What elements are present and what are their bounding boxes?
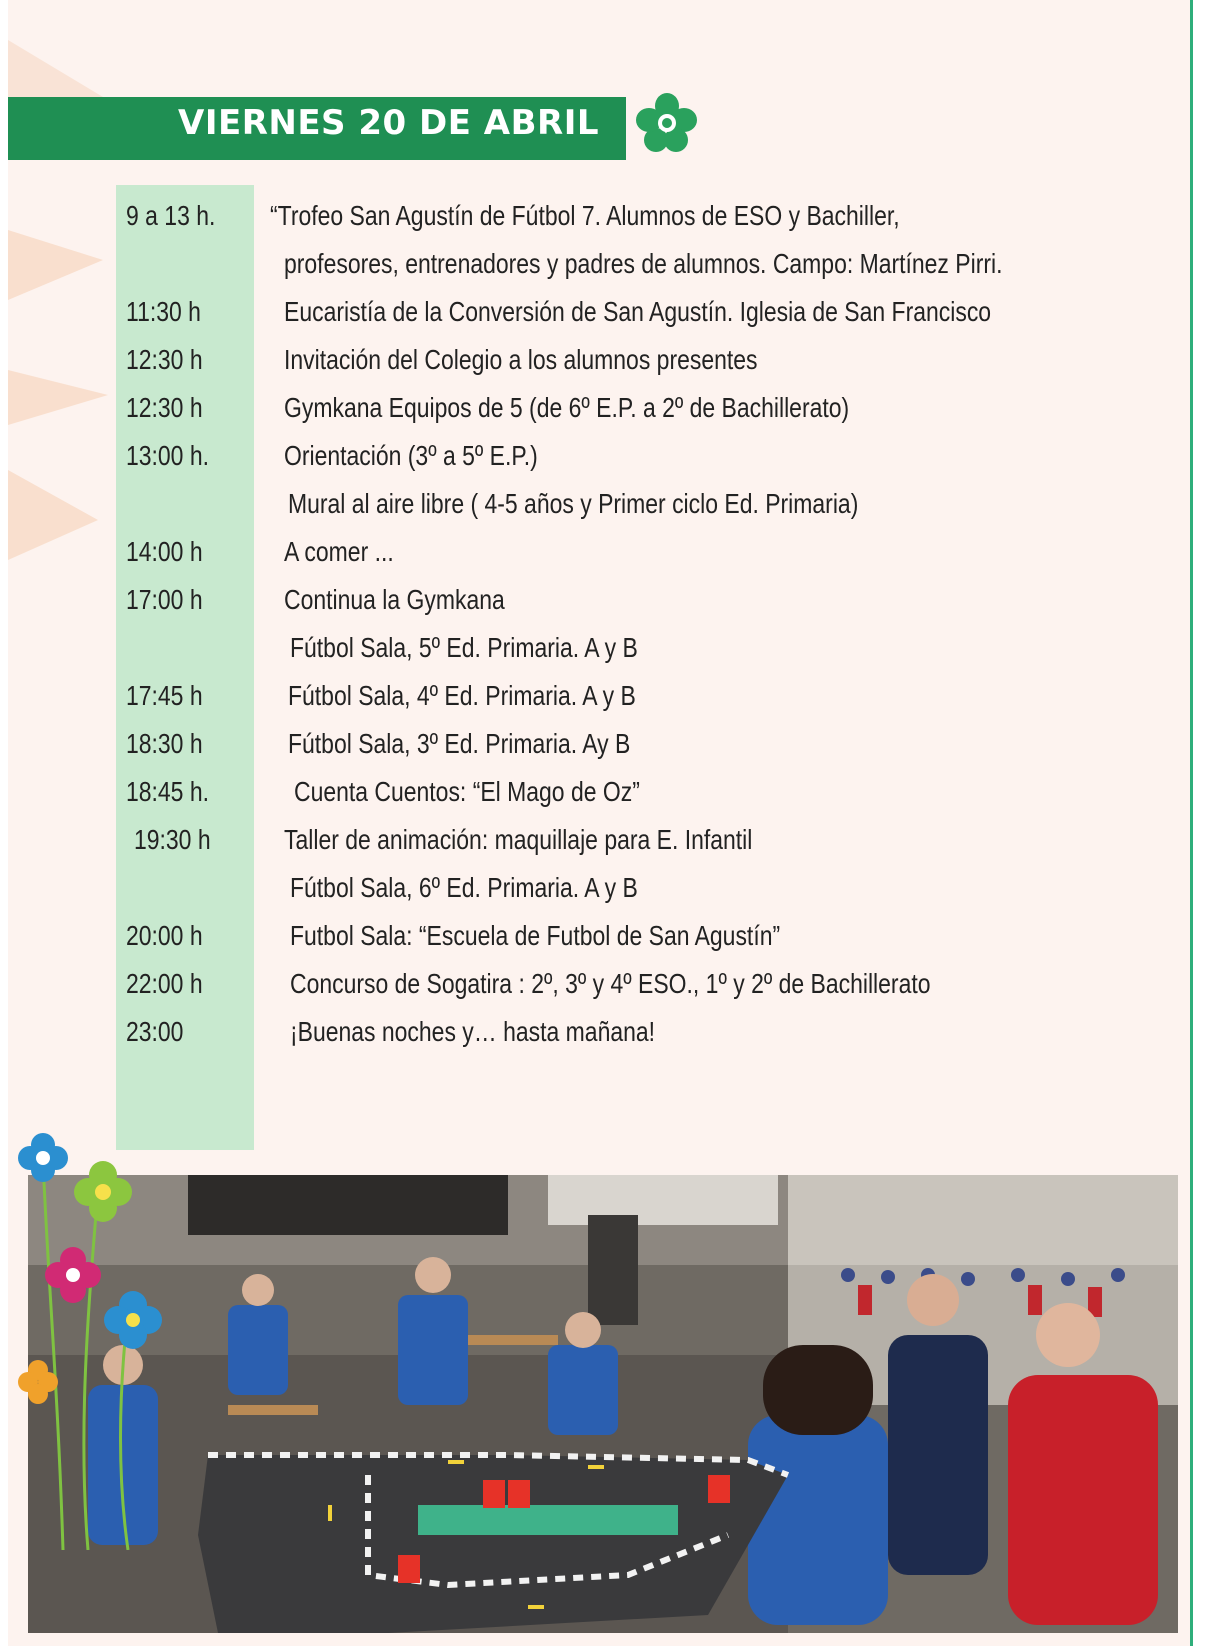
schedule-event: Continua la Gymkana <box>284 584 505 615</box>
schedule-event: A comer ... <box>284 536 394 567</box>
schedule-time: 12:30 h <box>126 392 203 423</box>
schedule-list <box>8 0 1193 1170</box>
schedule-row <box>8 632 1193 680</box>
schedule-event: profesores, entrenadores y padres de alumnos. Campo: Martínez Pirri. <box>284 248 1003 279</box>
schedule-row <box>8 536 1193 584</box>
schedule-row <box>8 968 1193 1016</box>
schedule-row <box>8 680 1193 728</box>
schedule-event: “Trofeo San Agustín de Fútbol 7. Alumnos de ESO y Bachiller, <box>270 200 900 231</box>
schedule-row <box>8 296 1193 344</box>
schedule-row <box>8 584 1193 632</box>
schedule-row <box>8 776 1193 824</box>
schedule-event: Futbol Sala: “Escuela de Futbol de San Agustín” <box>290 920 781 951</box>
schedule-time: 20:00 h <box>126 920 203 951</box>
schedule-event: Fútbol Sala, 5º Ed. Primaria. A y B <box>290 632 638 663</box>
schedule-time: 17:00 h <box>126 584 203 615</box>
photo-illustration <box>28 1175 1178 1633</box>
schedule-time: 22:00 h <box>126 968 203 999</box>
schedule-time: 11:30 h <box>126 296 201 327</box>
schedule-time: 17:45 h <box>126 680 203 711</box>
schedule-time: 12:30 h <box>126 344 203 375</box>
schedule-row <box>8 872 1193 920</box>
page-edge-stripe <box>1190 0 1193 1646</box>
schedule-time: 19:30 h <box>134 824 211 855</box>
schedule-time: 23:00 <box>126 1016 184 1047</box>
schedule-time: 18:30 h <box>126 728 203 759</box>
schedule-time: 9 a 13 h. <box>126 200 216 231</box>
schedule-event: Mural al aire libre ( 4-5 años y Primer ciclo Ed. Primaria) <box>288 488 859 519</box>
schedule-event: Fútbol Sala, 3º Ed. Primaria. Ay B <box>288 728 631 759</box>
event-photo <box>28 1175 1178 1633</box>
schedule-event: Eucaristía de la Conversión de San Agustín. Iglesia de San Francisco <box>284 296 992 327</box>
schedule-event: Concurso de Sogatira : 2º, 3º y 4º ESO., 1º y 2º de Bachillerato <box>290 968 931 999</box>
schedule-event: Cuenta Cuentos: “El Mago de Oz” <box>294 776 640 807</box>
schedule-event: Invitación del Colegio a los alumnos presentes <box>284 344 758 375</box>
schedule-event: Taller de animación: maquillaje para E. Infantil <box>284 824 753 855</box>
schedule-row <box>8 920 1193 968</box>
schedule-row <box>8 1016 1193 1064</box>
flowers-decoration <box>18 1130 178 1550</box>
schedule-event: ¡Buenas noches y… hasta mañana! <box>290 1016 656 1047</box>
schedule-event: Fútbol Sala, 4º Ed. Primaria. A y B <box>288 680 636 711</box>
schedule-row <box>8 824 1193 872</box>
schedule-time: 13:00 h. <box>126 440 209 471</box>
day-title: VIERNES 20 DE ABRIL <box>178 103 600 143</box>
schedule-row <box>8 728 1193 776</box>
schedule-time: 18:45 h. <box>126 776 209 807</box>
program-page <box>8 0 1193 1646</box>
schedule-row <box>8 248 1193 296</box>
schedule-event: Fútbol Sala, 6º Ed. Primaria. A y B <box>290 872 638 903</box>
schedule-row <box>8 488 1193 536</box>
schedule-event: Gymkana Equipos de 5 (de 6º E.P. a 2º de Bachillerato) <box>284 392 850 423</box>
schedule-event: Orientación (3º a 5º E.P.) <box>284 440 538 471</box>
schedule-row <box>8 392 1193 440</box>
schedule-time: 14:00 h <box>126 536 203 567</box>
schedule-row <box>8 344 1193 392</box>
schedule-row <box>8 200 1193 248</box>
schedule-row <box>8 440 1193 488</box>
